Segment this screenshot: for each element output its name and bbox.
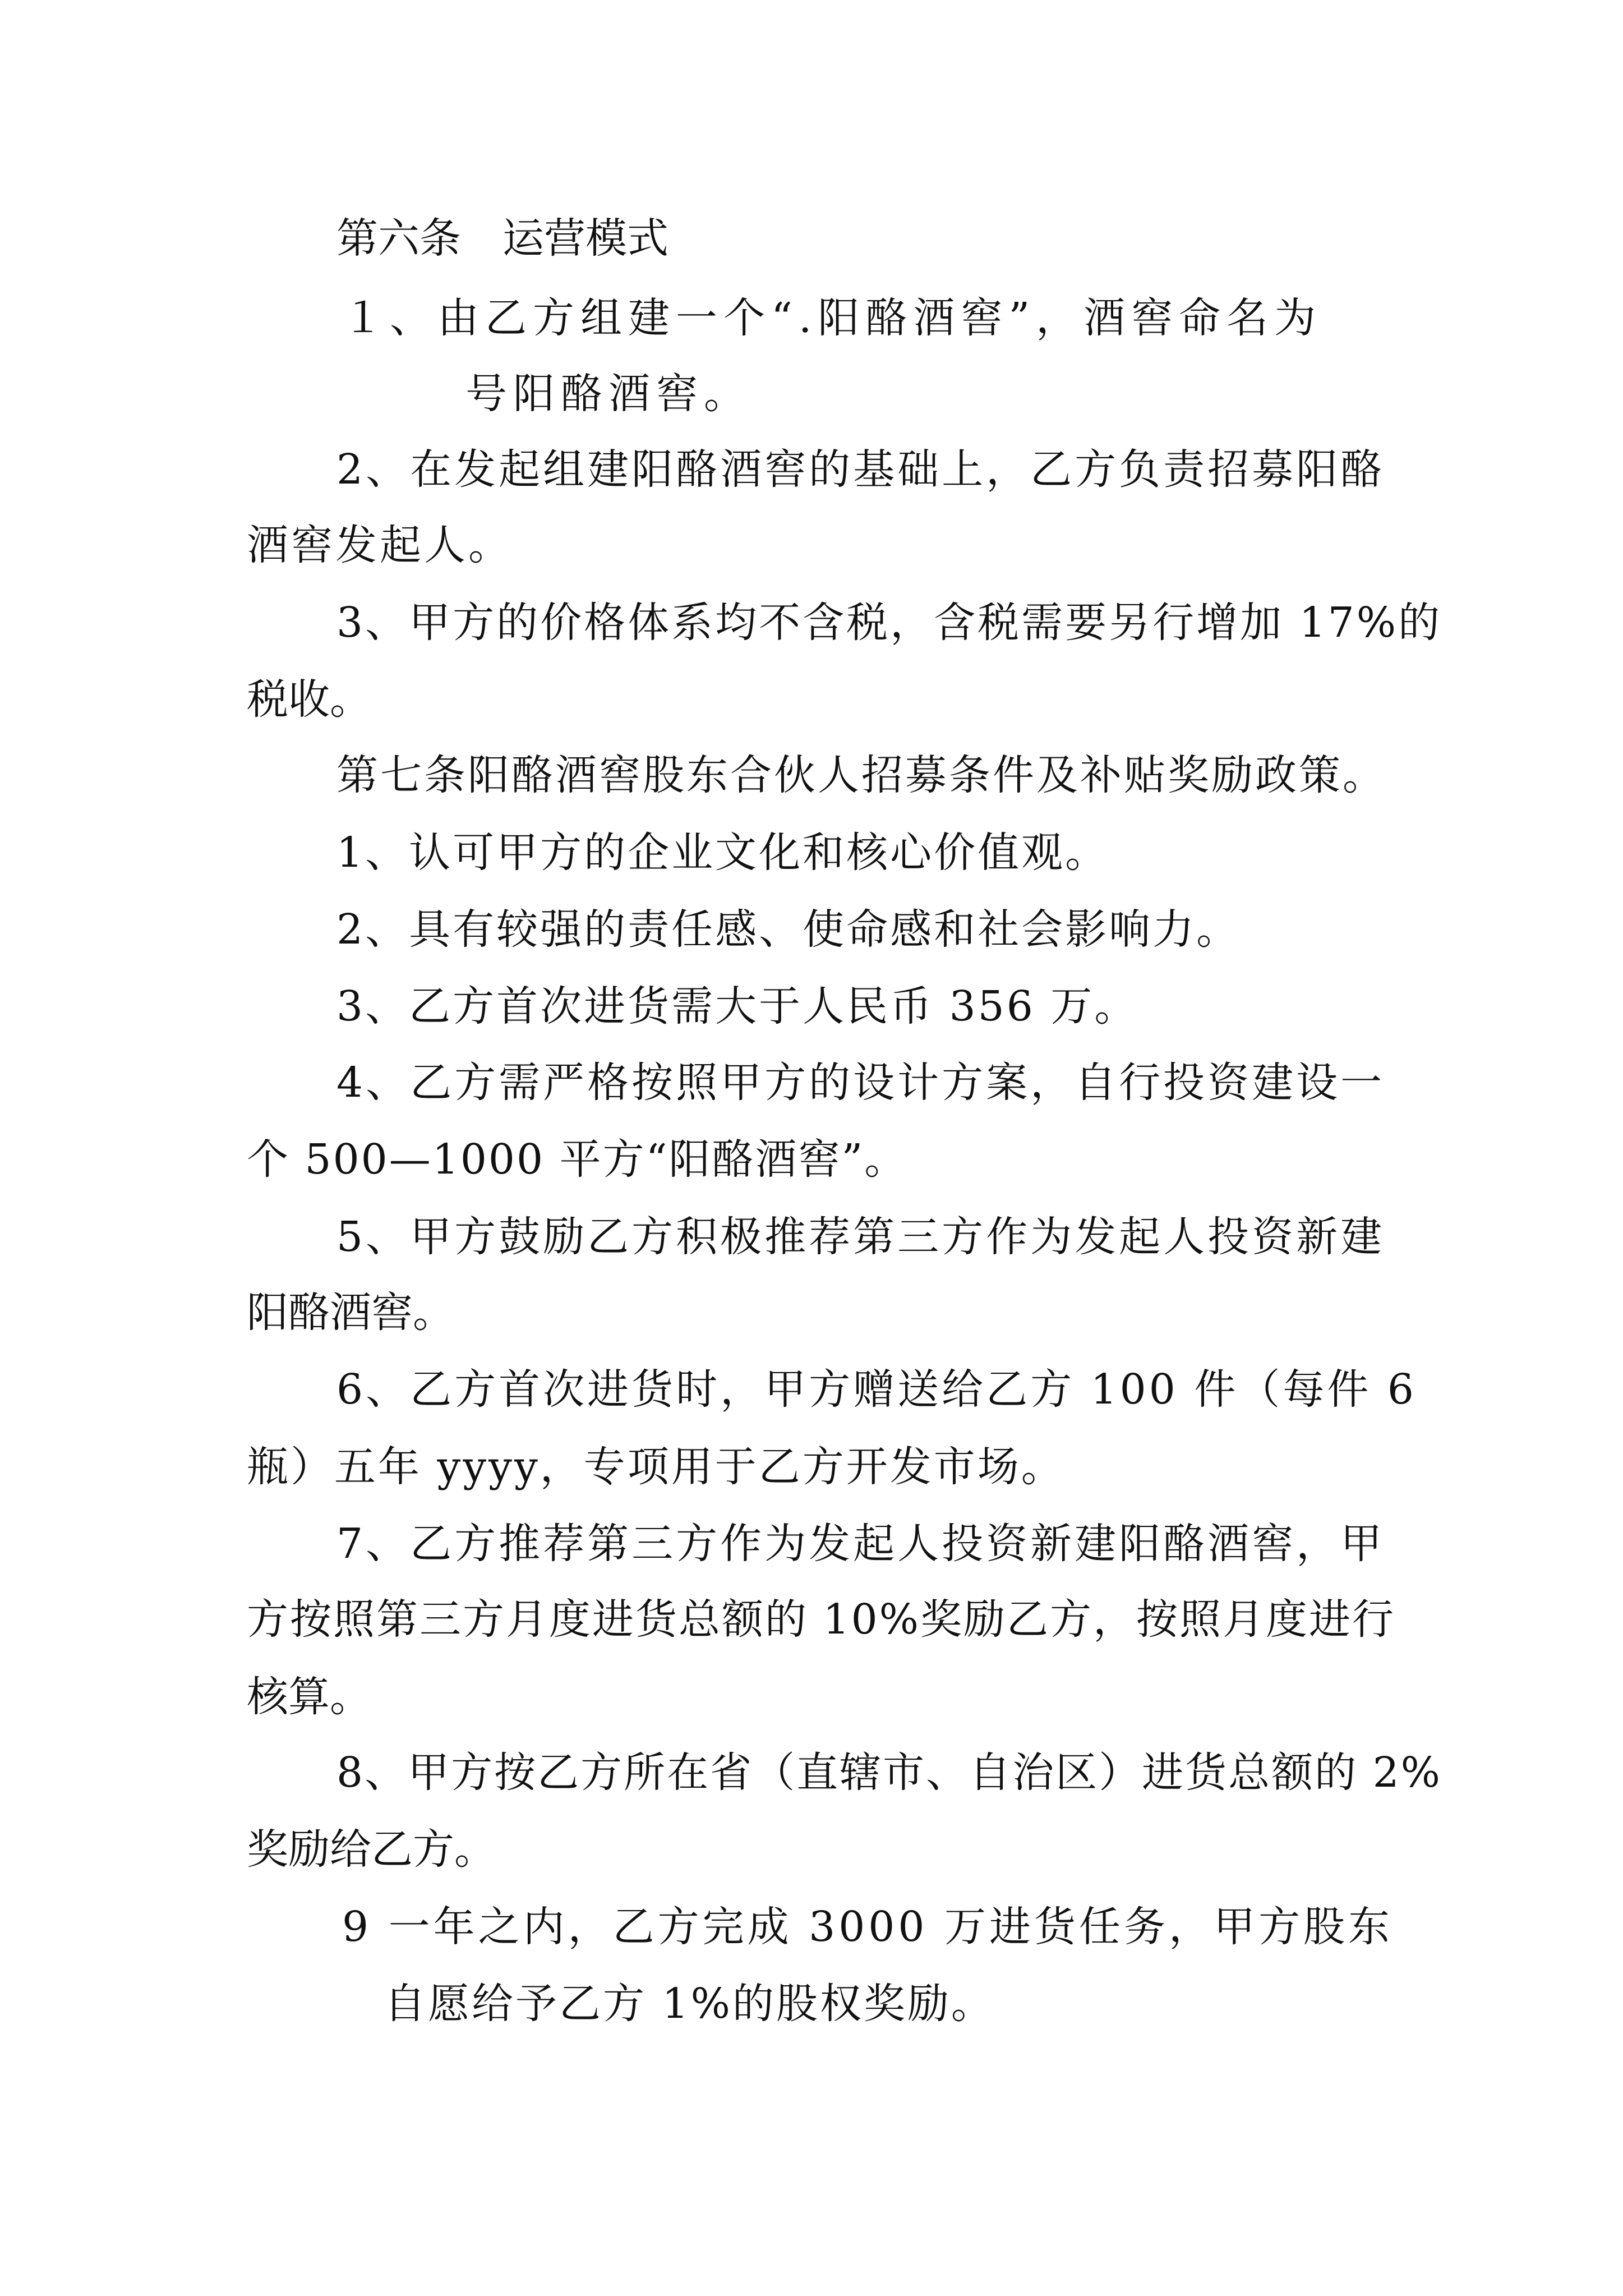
article6-heading-title: 运营模式 [502, 214, 668, 263]
article7-heading: 第七条阳酪酒窖股东合伙人招募条件及补贴奖励政策。 [336, 751, 1386, 799]
article7-item8-line1: 8、甲方按乙方所在省（直辖市、自治区）进货总额的 2% [336, 1749, 1442, 1797]
article7-item2: 2、具有较强的责任感、使命感和社会影响力。 [336, 905, 1241, 954]
article7-item9-line2: 自愿给予乙方 1%的股权奖励。 [384, 1980, 995, 2028]
article6-item2-line2: 酒窖发起人。 [247, 521, 513, 569]
article7-item7-line2: 方按照第三方月度进货总额的 10%奖励乙方，按照月度进行 [247, 1595, 1395, 1644]
article6-heading [336, 214, 668, 263]
article7-item9-line1: 9 一年之内，乙方完成 3000 万进货任务，甲方股东 [342, 1903, 1393, 1951]
article6-item2-line1: 2、在发起组建阳酪酒窖的基础上，乙方负责招募阳酪 [336, 445, 1385, 494]
article6-item1-line2: 号阳酪酒窖。 [465, 370, 751, 418]
article7-item3: 3、乙方首次进货需大于人民币 356 万。 [336, 982, 1138, 1030]
article7-item6-line2: 瓶）五年 yyyy，专项用于乙方开发市场。 [247, 1443, 1065, 1491]
article6-item3-line1: 3、甲方的价格体系均不含税，含税需要另行增加 17%的 [336, 599, 1442, 647]
article6-item1-line1: １、由乙方组建一个“.阳酪酒窖”，酒窖命名为 [342, 294, 1322, 342]
article7-item8-line2: 奖励给乙方。 [247, 1825, 496, 1874]
article7-item7-line3: 核算。 [247, 1673, 371, 1721]
article7-item7-line1: 7、乙方推荐第三方作为发起人投资新建阳酪酒窖，甲 [336, 1520, 1385, 1568]
article7-item1: 1、认可甲方的企业文化和核心价值观。 [336, 829, 1109, 877]
article6-item3-line2: 税收。 [247, 675, 371, 724]
article7-item5-line2: 阳酪酒窖。 [247, 1289, 454, 1337]
article7-item4-line2: 个 500—1000 平方“阳酪酒窖”。 [247, 1135, 908, 1184]
article6-heading-number: 第六条 [336, 214, 461, 263]
article7-item4-line1: 4、乙方需严格按照甲方的设计方案，自行投资建设一 [336, 1059, 1385, 1107]
article7-item6-line1: 6、乙方首次进货时，甲方赠送给乙方 100 件（每件 6 [336, 1365, 1417, 1414]
article7-item5-line1: 5、甲方鼓励乙方积极推荐第三方作为发起人投资新建 [336, 1213, 1385, 1261]
